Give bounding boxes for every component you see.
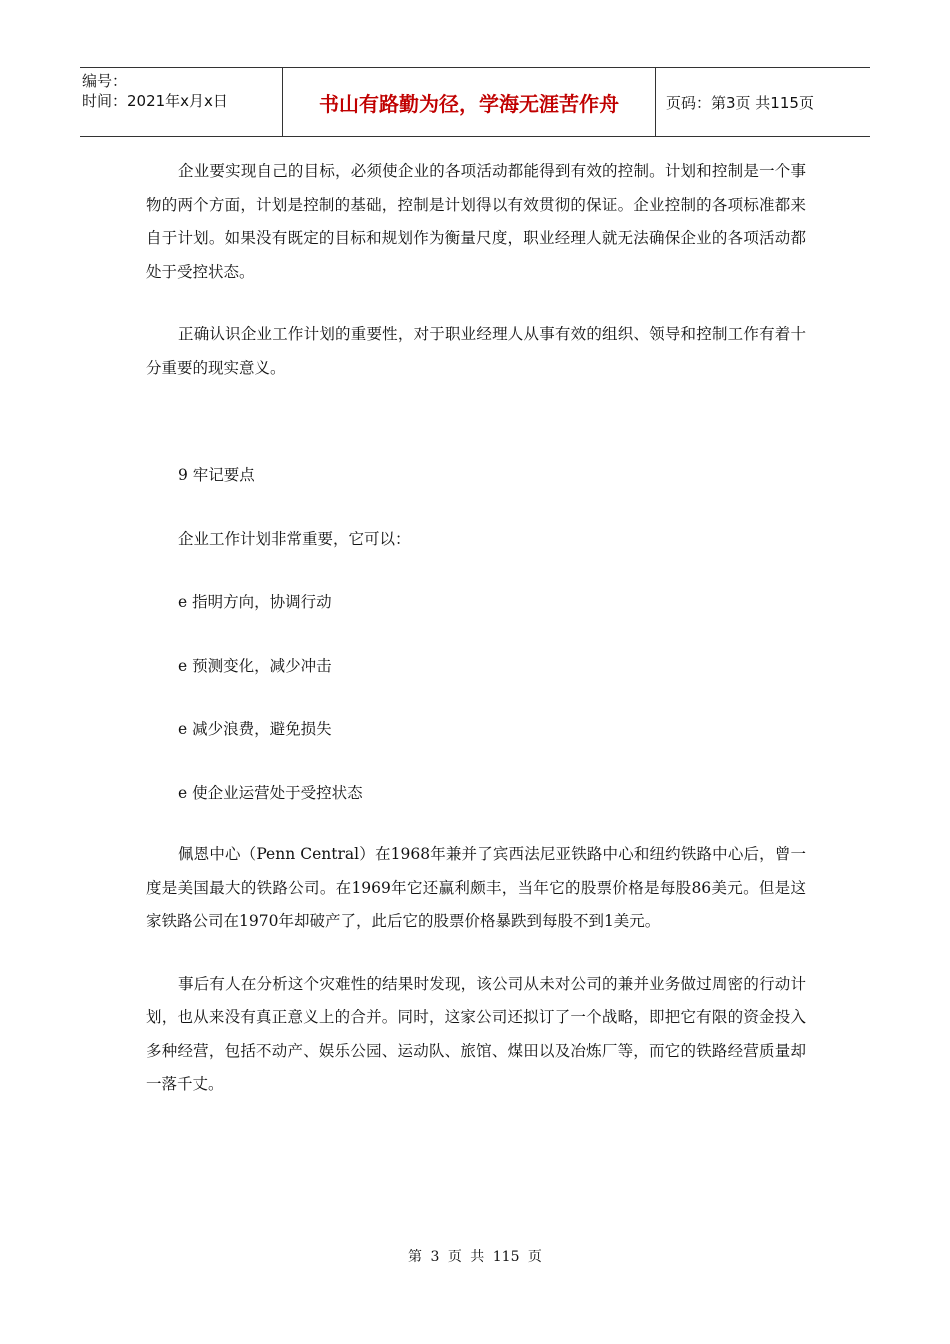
list-item: e 预测变化，减少冲击 [178, 657, 332, 675]
key-points-title: 9 牢记要点 [178, 466, 255, 484]
document-number-label: 编号： [82, 72, 128, 90]
main-content [146, 155, 806, 385]
header-page-info: 页码：第3页 共115页 [666, 93, 814, 112]
page-header [80, 67, 870, 137]
paragraph: 企业要实现自己的目标，必须使企业的各项活动都能得到有效的控制。计划和控制是一个事物的两个方面，计划是控制的基础，控制是计划得以有效贯彻的保证。企业控制的各项标准都来自于计划。如果没有既定的目标和规划作为衡量尺度，职业经理人就无法确保企业的各项活动都处于受控状态。 [146, 162, 806, 281]
page-footer: 第 3 页 共 115 页 [408, 1249, 542, 1265]
list-item: e 指明方向，协调行动 [178, 593, 332, 611]
case-paragraph: 佩恩中心（Penn Central）在1968年兼并了宾西法尼亚铁路中心和纽约铁路中心后，曾一度是美国最大的铁路公司。在1969年它还赢利颇丰，当年它的股票价格是每股86美元。但是这家铁路公司在1970年却破产了，此后它的股票价格暴跌到每股不到1美元。 [146, 845, 806, 930]
case-paragraph: 事后有人在分析这个灾难性的结果时发现，该公司从未对公司的兼并业务做过周密的行动计划，也从来没有真正意义上的合并。同时，这家公司还拟订了一个战略，即把它有限的资金投入多种经营，包括不动产、娱乐公园、运动队、旅馆、煤田以及冶炼厂等，而它的铁路经营质量却一落千丈。 [146, 974, 806, 1093]
header-left-cell [80, 68, 282, 136]
intro-line: 企业工作计划非常重要，它可以： [178, 530, 411, 548]
document-date: 时间：2021年x月x日 [82, 92, 228, 110]
case-content [146, 838, 806, 1102]
paragraph: 正确认识企业工作计划的重要性，对于职业经理人从事有效的组织、领导和控制工作有着十分重要的现实意义。 [146, 325, 806, 377]
list-item: e 减少浪费，避免损失 [178, 720, 332, 738]
list-item: e 使企业运营处于受控状态 [178, 784, 363, 802]
header-motto: 书山有路勤为径，学海无涯苦作舟 [282, 68, 656, 136]
